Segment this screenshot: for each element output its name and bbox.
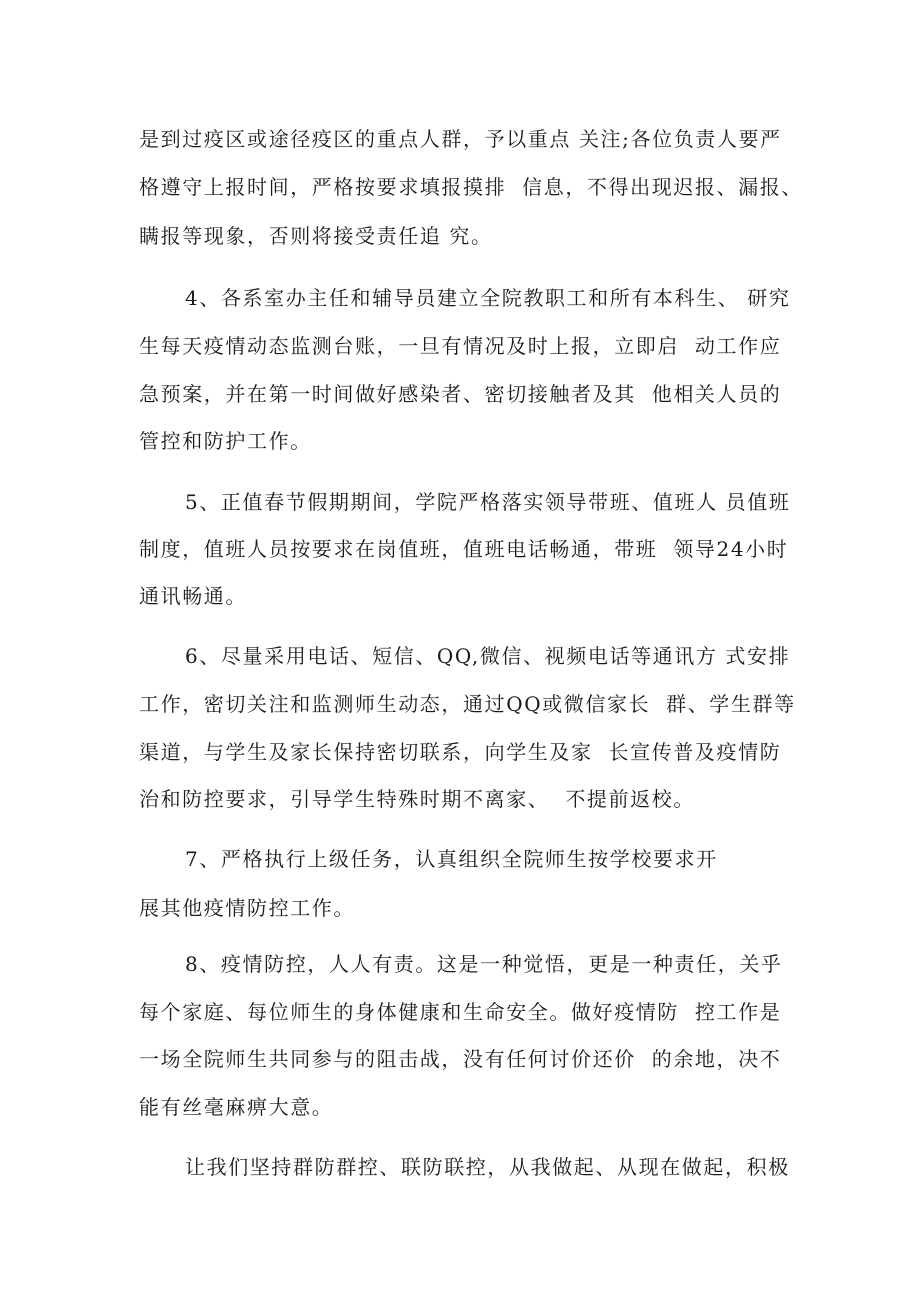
text-line: 管控和防护工作。 <box>139 429 312 453</box>
text-line: 渠道，与学生及家长保持密切联系，向学生及家 长宣传普及疫情防 <box>139 740 782 764</box>
text-line: 急预案，并在第一时间做好感染者、密切接触者及其 他相关人员的 <box>139 382 782 406</box>
text-line: 生每天疫情动态监测台账，一旦有情况及时上报，立即启 动工作应 <box>139 334 782 358</box>
text-line: 8、疫情防控，人人有责。这是一种觉悟，更是一种责任，关乎 <box>185 952 783 976</box>
text-line: 治和防控要求，引导学生特殊时期不离家、 不提前返校。 <box>139 787 695 811</box>
text-line: 工作，密切关注和监测师生动态，通过QQ或微信家长 群、学生群等 <box>139 692 796 716</box>
text-line: 格遵守上报时间，严格按要求填报摸排 信息，不得出现迟报、漏报、 <box>139 175 803 199</box>
text-line: 展其他疫情防控工作。 <box>139 896 355 920</box>
text-line: 5、正值春节假期期间，学院严格落实领导带班、值班人 员值班 <box>185 490 791 514</box>
text-line: 7、严格执行上级任务，认真组织全院师生按学校要求开 <box>185 847 718 871</box>
text-line: 4、各系室办主任和辅导员建立全院教职工和所有本科生、 研究 <box>185 286 791 310</box>
text-line: 每个家庭、每位师生的身体健康和生命安全。做好疫情防 控工作是 <box>139 1000 782 1024</box>
text-line: 制度，值班人员按要求在岗值班，值班电话畅通，带班 领导24小时 <box>139 537 789 561</box>
text-line: 一场全院师生共同参与的阻击战，没有任何讨价还价 的余地，决不 <box>139 1047 782 1071</box>
text-line: 能有丝毫麻痹大意。 <box>139 1095 334 1119</box>
text-line: 让我们坚持群防群控、联防联控，从我做起、从现在做起，积极 <box>185 1155 790 1179</box>
text-line: 是到过疫区或途径疫区的重点人群，予以重点 关注;各位负责人要严 <box>139 127 782 151</box>
text-line: 6、尽量采用电话、短信、QQ,微信、视频电话等通讯方 式安排 <box>185 644 791 668</box>
text-line: 瞒报等现象，否则将接受责任追 究。 <box>139 224 493 248</box>
text-line: 通讯畅通。 <box>139 584 247 608</box>
